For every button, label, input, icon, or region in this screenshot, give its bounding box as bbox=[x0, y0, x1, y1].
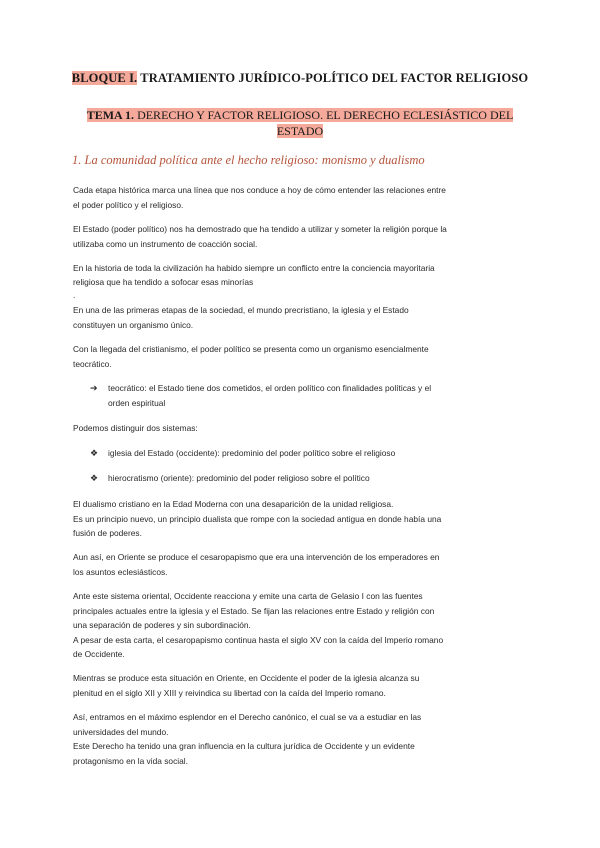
text-line: El dualismo cristiano en la Edad Moderna con una desaparición de la unidad religiosa. bbox=[73, 499, 394, 509]
paragraph-7 bbox=[73, 497, 528, 541]
tema-title-line2: ESTADO bbox=[276, 124, 324, 138]
text-line: los asuntos eclesiásticos. bbox=[73, 566, 168, 577]
system-list-item-1 bbox=[90, 446, 530, 461]
text-line: teocrático. bbox=[73, 358, 112, 369]
paragraph-6: Podemos distinguir dos sistemas: bbox=[73, 423, 198, 433]
tema-label: TEMA 1. bbox=[86, 108, 135, 122]
text-line: Con la llegada del cristianismo, el poder político se presenta como un organismo esencialmente bbox=[73, 344, 429, 354]
paragraph-5 bbox=[73, 342, 528, 371]
paragraph-10 bbox=[73, 671, 528, 700]
tema-title bbox=[70, 107, 530, 139]
text-line: principales actuales entre la iglesia y el Estado. Se fijan las relaciones entre Estado y religión con bbox=[73, 605, 435, 616]
text-line: universidades del mundo. bbox=[73, 726, 169, 737]
text-line: Ante este sistema oriental, Occidente reacciona y emite una carta de Gelasio I con las fuentes bbox=[73, 591, 423, 601]
system-list-item-2 bbox=[90, 471, 530, 486]
text-line: fusión de poderes. bbox=[73, 528, 142, 538]
paragraph-1 bbox=[73, 183, 528, 212]
text-line: Este Derecho ha tenido una gran influencia en la cultura jurídica de Occidente y un evidente bbox=[73, 741, 415, 751]
text-line: de Occidente. bbox=[73, 649, 125, 659]
text-line: El Estado (poder político) nos ha demostrado que ha tendido a utilizar y someter la religión porque la bbox=[73, 224, 447, 234]
text-line: plenitud en el siglo XII y XIII y reivindica su libertad con la caída del Imperio romano. bbox=[73, 687, 386, 698]
text-line: protagonismo en la vida social. bbox=[73, 755, 188, 766]
tema-title-line1: DERECHO Y FACTOR RELIGIOSO. EL DERECHO ECLESIÁSTICO DEL bbox=[134, 108, 514, 122]
paragraph-2 bbox=[73, 222, 528, 251]
paragraph-11 bbox=[73, 710, 528, 768]
arrow-list-item bbox=[90, 381, 530, 411]
paragraph-3 bbox=[73, 262, 528, 303]
text-line: religiosa que ha tendido a sofocar esas minorías bbox=[73, 276, 254, 287]
text-line: Cada etapa histórica marca una línea que nos conduce a hoy de cómo entender las relaciones entre bbox=[73, 185, 446, 195]
diamond-bullet-icon: ❖ bbox=[90, 448, 99, 458]
text-line: el poder político y el religioso. bbox=[73, 199, 184, 210]
text-line: . bbox=[73, 290, 76, 300]
text-line: En una de las primeras etapas de la sociedad, el mundo precristiano, la iglesia y el Estado bbox=[73, 305, 409, 315]
block-label-highlight: BLOQUE I. bbox=[71, 71, 138, 85]
paragraph-4 bbox=[73, 303, 528, 332]
block-title-text: TRATAMIENTO JURÍDICO-POLÍTICO DEL FACTOR RELIGIOSO bbox=[137, 71, 529, 85]
text-line: utilizaba como un instrumento de coacción social. bbox=[73, 238, 258, 249]
text-line: Es un principio nuevo, un principio dualista que rompe con la sociedad antigua en donde había una bbox=[73, 513, 442, 524]
paragraph-9 bbox=[73, 589, 528, 662]
text-line: constituyen un organismo único. bbox=[73, 319, 194, 330]
arrow-icon: ➔ bbox=[90, 383, 98, 393]
text-line: Aun así, en Oriente se produce el cesaropapismo que era una intervención de los emperadores en bbox=[73, 552, 440, 562]
text-line: iglesia del Estado (occidente): predominio del poder político sobre el religioso bbox=[108, 448, 396, 458]
block-title bbox=[0, 71, 600, 86]
text-line: teocrático: el Estado tiene dos cometidos, el orden político con finalidades políticas y el bbox=[108, 383, 432, 393]
section-heading: 1. La comunidad política ante el hecho religioso: monismo y dualismo bbox=[72, 153, 425, 167]
text-line: orden espiritual bbox=[108, 397, 166, 408]
text-line: hierocratismo (oriente): predominio del poder religioso sobre el político bbox=[108, 473, 370, 483]
diamond-bullet-icon: ❖ bbox=[90, 473, 99, 483]
text-line: A pesar de esta carta, el cesaropapismo continua hasta el siglo XV con la caída del Imperio romano bbox=[73, 634, 444, 645]
text-line: Mientras se produce esta situación en Oriente, en Occidente el poder de la iglesia alcanza su bbox=[73, 673, 420, 683]
text-line: una separación de poderes y sin subordinación. bbox=[73, 620, 251, 630]
text-line: En la historia de toda la civilización ha habido siempre un conflicto entre la conciencia mayoritaria bbox=[73, 263, 435, 273]
paragraph-8 bbox=[73, 550, 528, 579]
text-line: Así, entramos en el máximo esplendor en el Derecho canónico, el cual se va a estudiar en las bbox=[73, 712, 422, 722]
